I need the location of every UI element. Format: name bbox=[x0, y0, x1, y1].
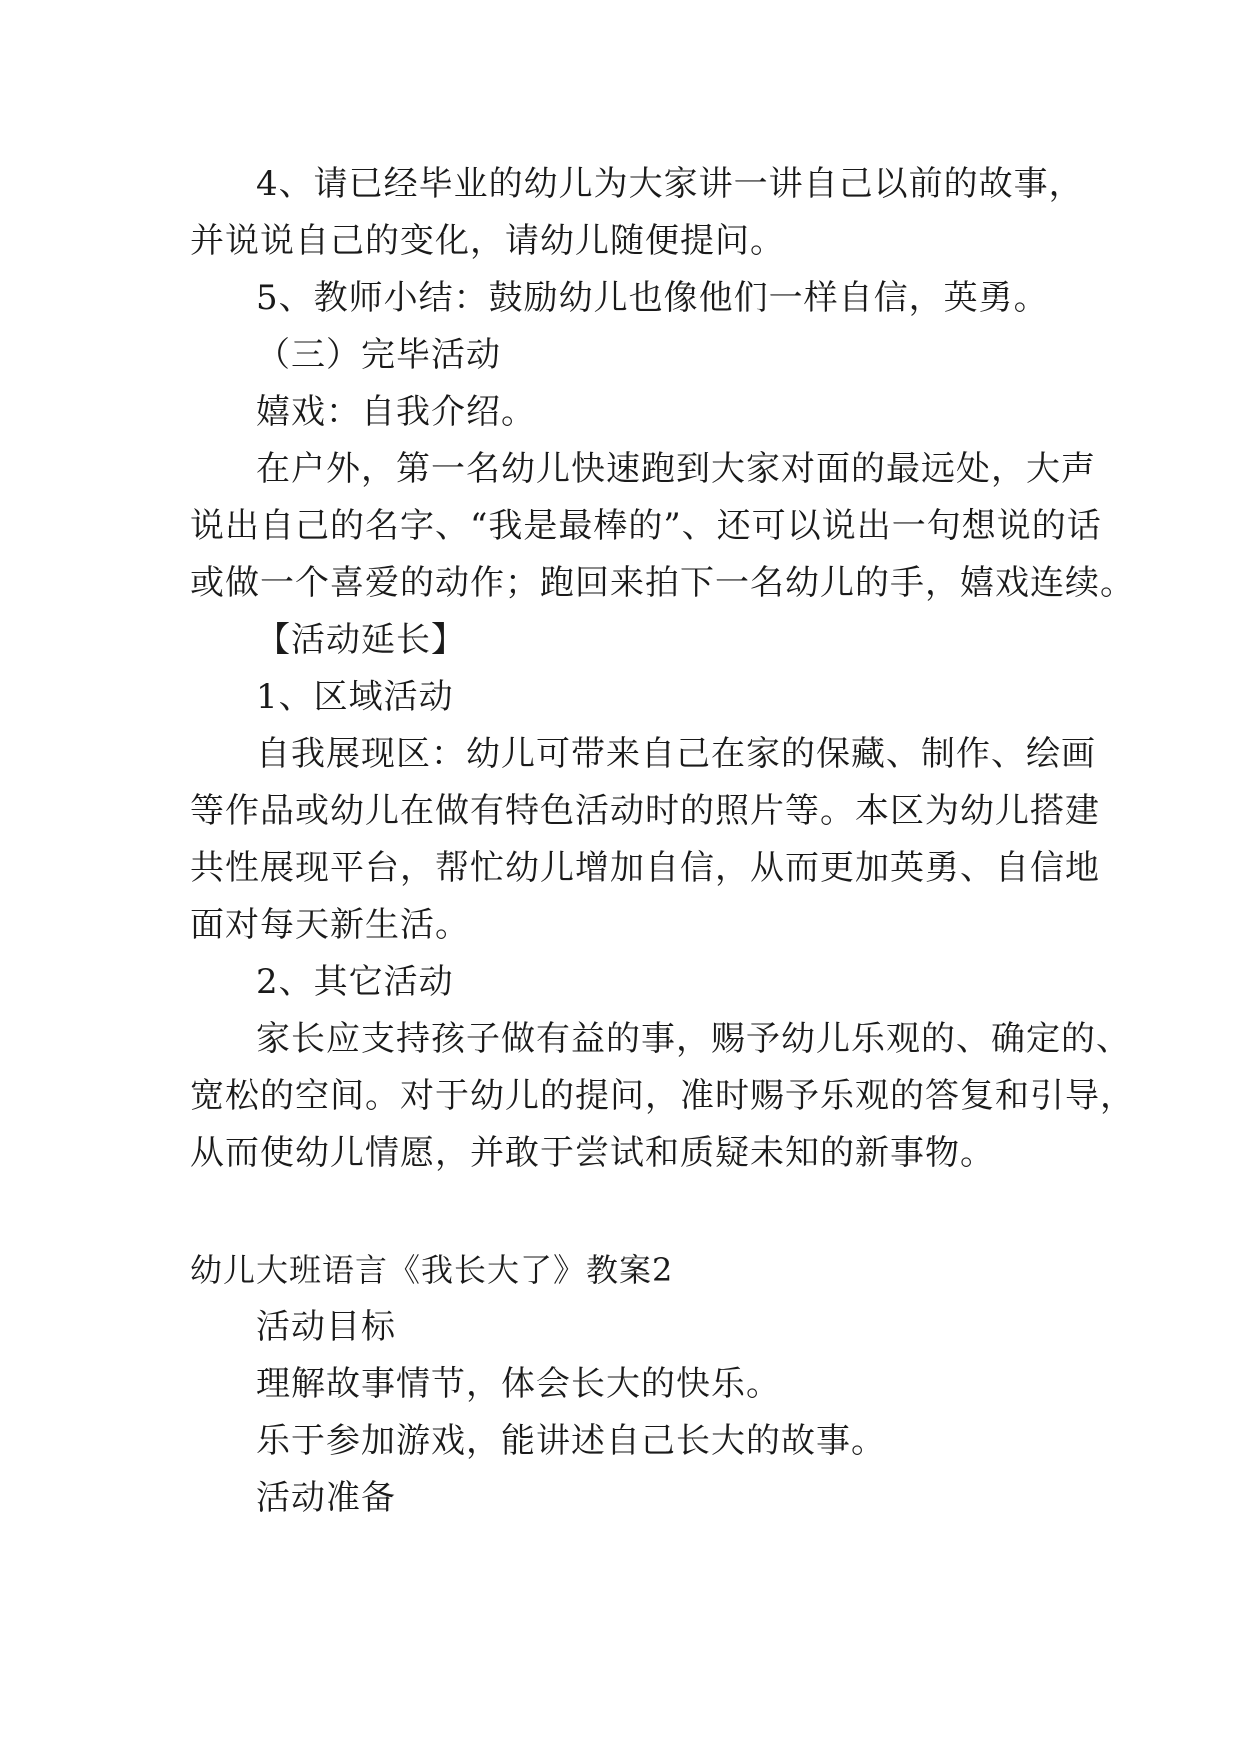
section-heading: 活动准备 bbox=[256, 1478, 396, 1518]
paragraph-line: 乐于参加游戏，能讲述自己长大的故事。 bbox=[256, 1421, 886, 1461]
document-title: 幼儿大班语言《我长大了》教案2 bbox=[190, 1251, 674, 1289]
section-heading: 1、区域活动 bbox=[256, 677, 454, 717]
paragraph-line: 从而使幼儿情愿，并敢于尝试和质疑未知的新事物。 bbox=[190, 1133, 995, 1173]
section-heading: （三）完毕活动 bbox=[256, 335, 501, 375]
paragraph-line: 理解故事情节，体会长大的快乐。 bbox=[256, 1364, 781, 1404]
paragraph-line: 等作品或幼儿在做有特色活动时的照片等。本区为幼儿搭建 bbox=[190, 791, 1100, 831]
paragraph-line: 说出自己的名字、“我是最棒的”、还可以说出一句想说的话 bbox=[190, 506, 1102, 546]
paragraph-line: 宽松的空间。对于幼儿的提问，准时赐予乐观的答复和引导， bbox=[190, 1076, 1135, 1116]
paragraph-line: 4、请已经毕业的幼儿为大家讲一讲自己以前的故事， bbox=[256, 164, 1084, 204]
paragraph-line: 或做一个喜爱的动作；跑回来拍下一名幼儿的手，嬉戏连续。 bbox=[190, 563, 1135, 603]
paragraph-line: 共性展现平台，帮忙幼儿增加自信，从而更加英勇、自信地 bbox=[190, 848, 1100, 888]
paragraph-line: 在户外，第一名幼儿快速跑到大家对面的最远处，大声 bbox=[256, 449, 1096, 489]
paragraph-line: 家长应支持孩子做有益的事，赐予幼儿乐观的、确定的、 bbox=[256, 1019, 1131, 1059]
section-heading: 活动目标 bbox=[256, 1307, 396, 1347]
section-heading: 2、其它活动 bbox=[256, 962, 454, 1002]
paragraph-line: 并说说自己的变化，请幼儿随便提问。 bbox=[190, 221, 785, 261]
section-heading: 【活动延长】 bbox=[256, 620, 466, 660]
paragraph-line: 嬉戏：自我介绍。 bbox=[256, 392, 536, 432]
paragraph-line: 5、教师小结：鼓励幼儿也像他们一样自信，英勇。 bbox=[256, 278, 1049, 318]
paragraph-line: 面对每天新生活。 bbox=[190, 905, 470, 945]
paragraph-line: 自我展现区：幼儿可带来自己在家的保藏、制作、绘画 bbox=[256, 734, 1096, 774]
